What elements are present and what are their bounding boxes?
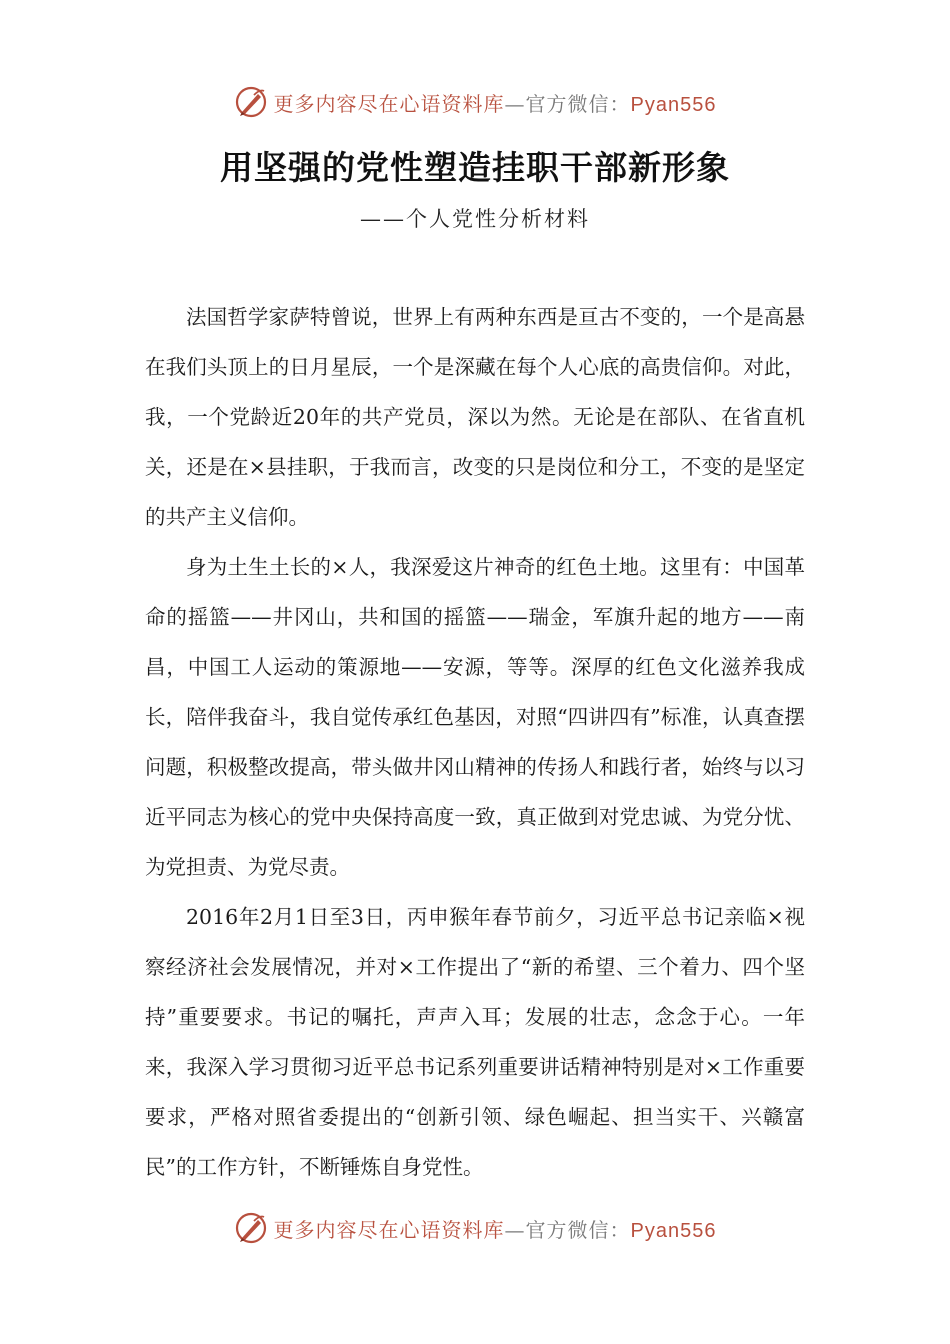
banner-official-label: 官方微信： bbox=[525, 91, 631, 116]
paragraph: 2016年2月1日至3日，丙申猴年春节前夕，习近平总书记亲临×视察经济社会发展情况，并对×工作提出了“新的希望、三个着力、四个坚持”重要要求。书记的嘱托，声声入耳；发展的壮志，念念于心。一年来，我深入学习贯彻习近平总书记系列重要讲话精神特别是对×工作重要要求，严格对照省委提出的“创新引领、绿色崛起、担当实干、兴赣富民”的工作方针，不断锤炼自身党性。 bbox=[145, 905, 805, 1179]
banner-brand: 更多内容尽在心语资料库 bbox=[273, 1217, 505, 1242]
paragraph: 法国哲学家萨特曾说，世界上有两种东西是亘古不变的，一个是高悬在我们头顶上的日月星辰，一个是深藏在每个人心底的高贵信仰。对此，我，一个党龄近20年的共产党员，深以为然。无论是在部队、在省直机关，还是在×县挂职，于我而言，改变的只是岗位和分工，不变的是坚定的共产主义信仰。 bbox=[145, 305, 805, 529]
document-subtitle: ——个人党性分析材料 bbox=[360, 207, 590, 231]
header-banner bbox=[0, 82, 950, 122]
banner-official-label: 官方微信： bbox=[525, 1217, 631, 1242]
banner-separator: — bbox=[504, 1217, 526, 1242]
pen-logo-icon bbox=[234, 1211, 268, 1245]
banner-text bbox=[274, 88, 717, 117]
document-body bbox=[145, 292, 805, 1192]
paragraph: 身为土生土长的×人，我深爱这片神奇的红色土地。这里有：中国革命的摇篮——井冈山，共和国的摇篮——瑞金，军旗升起的地方——南昌，中国工人运动的策源地——安源，等等。深厚的红色文化滋养我成长，陪伴我奋斗，我自觉传承红色基因，对照“四讲四有”标准，认真查摆问题，积极整改提高，带头做井冈山精神的传扬人和践行者，始终与以习近平同志为核心的党中央保持高度一致，真正做到对党忠诚、为党分忧、为党担责、为党尽责。 bbox=[145, 555, 805, 879]
document-title: 用坚强的党性塑造挂职干部新形象 bbox=[220, 148, 730, 187]
banner-separator: — bbox=[504, 91, 526, 116]
footer-banner bbox=[0, 1208, 950, 1248]
banner-text bbox=[274, 1214, 717, 1243]
banner-brand: 更多内容尽在心语资料库 bbox=[273, 91, 505, 116]
pen-logo-icon bbox=[234, 85, 268, 119]
banner-wechat-id: Pyan556 bbox=[630, 93, 717, 116]
banner-wechat-id: Pyan556 bbox=[630, 1219, 717, 1242]
